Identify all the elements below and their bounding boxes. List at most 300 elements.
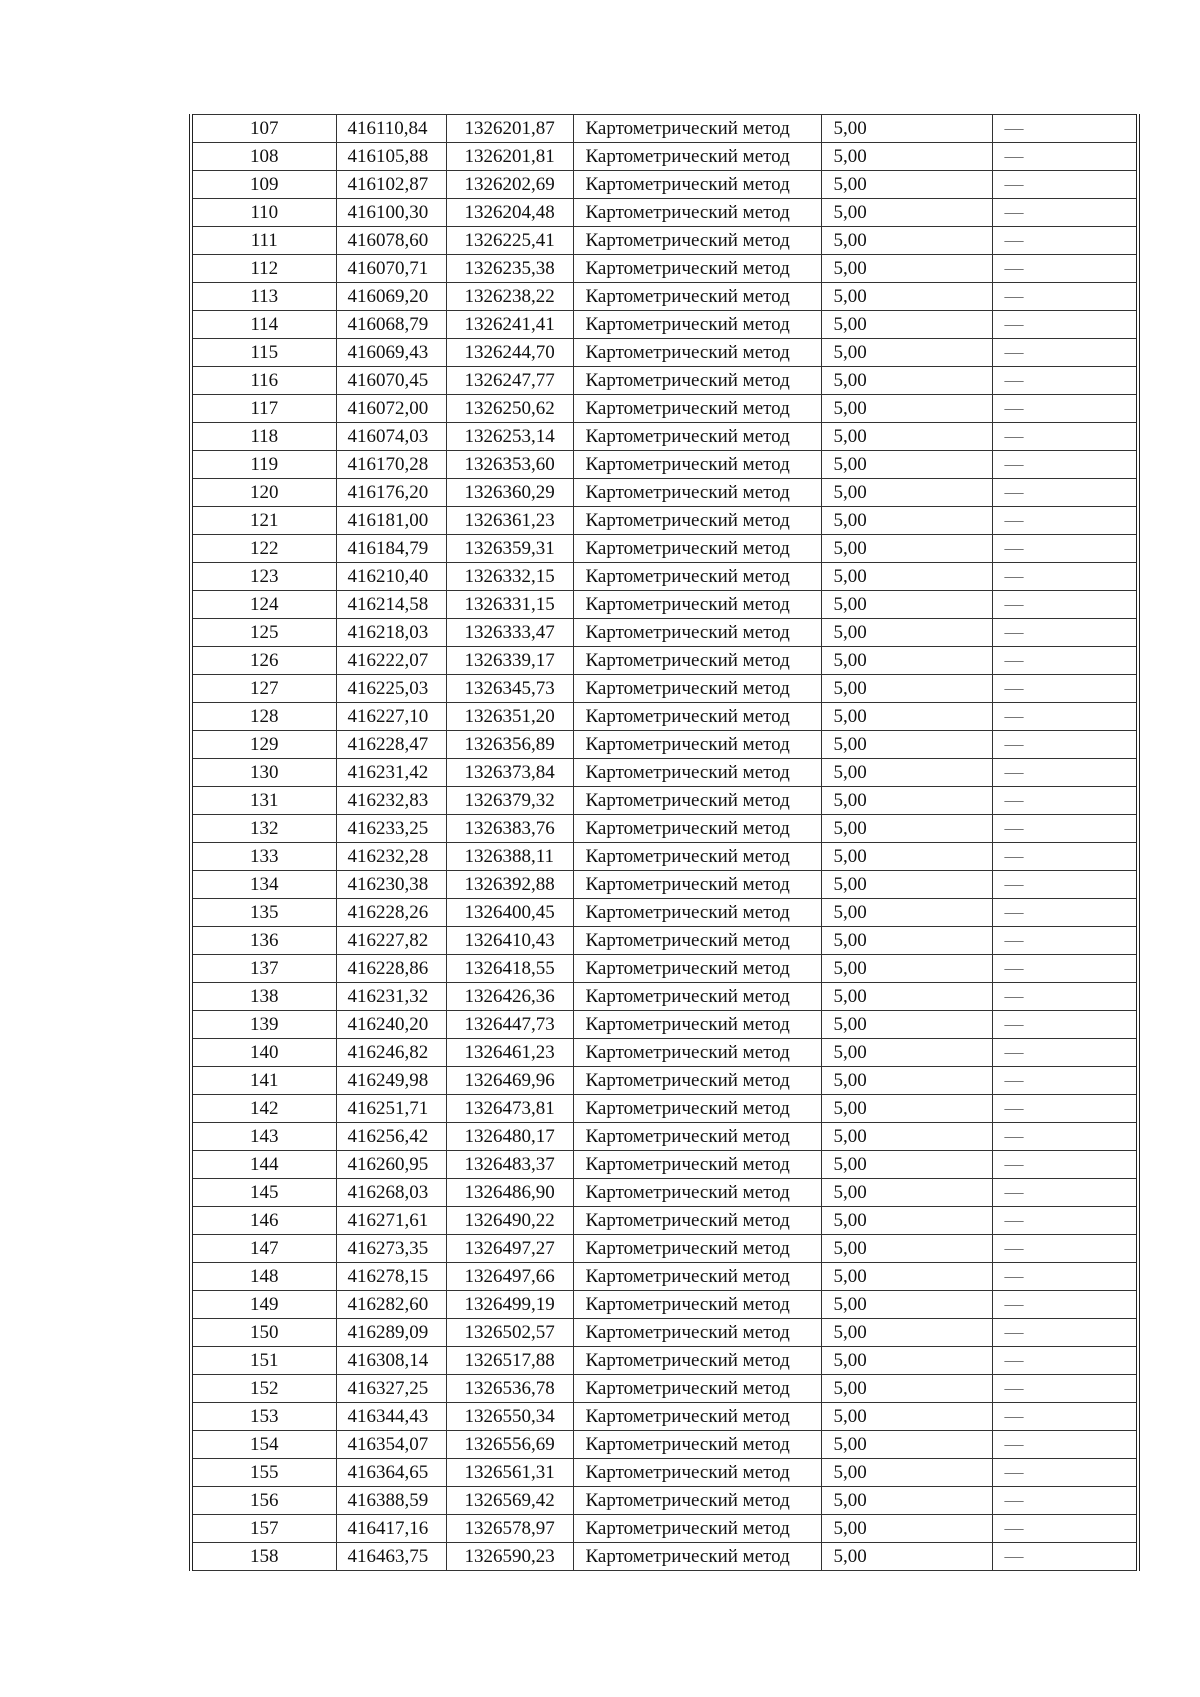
- method: Картометрический метод: [573, 143, 821, 171]
- accuracy-value: 5,00: [821, 843, 992, 871]
- note: —: [992, 1095, 1138, 1123]
- coordinate-x: 416170,28: [336, 451, 446, 479]
- table-row: [191, 143, 1138, 171]
- note: —: [992, 1263, 1138, 1291]
- table-row: [191, 1123, 1138, 1151]
- point-number: 152: [191, 1375, 336, 1403]
- method: Картометрический метод: [573, 1291, 821, 1319]
- point-number: 137: [191, 955, 336, 983]
- method: Картометрический метод: [573, 199, 821, 227]
- point-number: 126: [191, 647, 336, 675]
- coordinate-y: 1326353,60: [446, 451, 573, 479]
- point-number: 134: [191, 871, 336, 899]
- table-row: [191, 339, 1138, 367]
- method: Картометрический метод: [573, 255, 821, 283]
- note: —: [992, 787, 1138, 815]
- note: —: [992, 1291, 1138, 1319]
- coordinate-x: 416246,82: [336, 1039, 446, 1067]
- accuracy-value: 5,00: [821, 1459, 992, 1487]
- point-number: 108: [191, 143, 336, 171]
- method: Картометрический метод: [573, 115, 821, 143]
- table-row: [191, 647, 1138, 675]
- note: —: [992, 423, 1138, 451]
- table-row: [191, 703, 1138, 731]
- note: —: [992, 255, 1138, 283]
- note: —: [992, 171, 1138, 199]
- point-number: 143: [191, 1123, 336, 1151]
- coordinate-y: 1326410,43: [446, 927, 573, 955]
- coordinate-x: 416069,20: [336, 283, 446, 311]
- accuracy-value: 5,00: [821, 1179, 992, 1207]
- accuracy-value: 5,00: [821, 1067, 992, 1095]
- accuracy-value: 5,00: [821, 1235, 992, 1263]
- table-row: [191, 1095, 1138, 1123]
- point-number: 122: [191, 535, 336, 563]
- coordinate-x: 416102,87: [336, 171, 446, 199]
- method: Картометрический метод: [573, 423, 821, 451]
- method: Картометрический метод: [573, 1151, 821, 1179]
- coordinate-y: 1326426,36: [446, 983, 573, 1011]
- point-number: 129: [191, 731, 336, 759]
- accuracy-value: 5,00: [821, 731, 992, 759]
- note: —: [992, 367, 1138, 395]
- accuracy-value: 5,00: [821, 1151, 992, 1179]
- coordinate-y: 1326241,41: [446, 311, 573, 339]
- coordinate-y: 1326201,81: [446, 143, 573, 171]
- table-row: [191, 479, 1138, 507]
- coordinate-y: 1326480,17: [446, 1123, 573, 1151]
- note: —: [992, 451, 1138, 479]
- method: Картометрический метод: [573, 1263, 821, 1291]
- point-number: 121: [191, 507, 336, 535]
- table-row: [191, 983, 1138, 1011]
- note: —: [992, 703, 1138, 731]
- point-number: 120: [191, 479, 336, 507]
- note: —: [992, 1123, 1138, 1151]
- method: Картометрический метод: [573, 339, 821, 367]
- table-row: [191, 1431, 1138, 1459]
- note: —: [992, 143, 1138, 171]
- table-row: [191, 591, 1138, 619]
- coordinate-x: 416100,30: [336, 199, 446, 227]
- point-number: 116: [191, 367, 336, 395]
- method: Картометрический метод: [573, 927, 821, 955]
- coordinate-x: 416110,84: [336, 115, 446, 143]
- method: Картометрический метод: [573, 311, 821, 339]
- note: —: [992, 619, 1138, 647]
- accuracy-value: 5,00: [821, 395, 992, 423]
- note: —: [992, 871, 1138, 899]
- accuracy-value: 5,00: [821, 1403, 992, 1431]
- table-row: [191, 395, 1138, 423]
- accuracy-value: 5,00: [821, 311, 992, 339]
- accuracy-value: 5,00: [821, 563, 992, 591]
- coordinate-x: 416240,20: [336, 1011, 446, 1039]
- coordinate-y: 1326360,29: [446, 479, 573, 507]
- table-row: [191, 367, 1138, 395]
- point-number: 140: [191, 1039, 336, 1067]
- coordinate-x: 416364,65: [336, 1459, 446, 1487]
- accuracy-value: 5,00: [821, 115, 992, 143]
- note: —: [992, 1375, 1138, 1403]
- table-row: [191, 759, 1138, 787]
- coordinate-y: 1326373,84: [446, 759, 573, 787]
- table-row: [191, 1403, 1138, 1431]
- coordinate-x: 416271,61: [336, 1207, 446, 1235]
- point-number: 148: [191, 1263, 336, 1291]
- method: Картометрический метод: [573, 647, 821, 675]
- table-row: [191, 1459, 1138, 1487]
- point-number: 149: [191, 1291, 336, 1319]
- accuracy-value: 5,00: [821, 983, 992, 1011]
- accuracy-value: 5,00: [821, 815, 992, 843]
- note: —: [992, 815, 1138, 843]
- accuracy-value: 5,00: [821, 591, 992, 619]
- table-row: [191, 1319, 1138, 1347]
- point-number: 130: [191, 759, 336, 787]
- point-number: 142: [191, 1095, 336, 1123]
- table-row: [191, 675, 1138, 703]
- coordinate-x: 416230,38: [336, 871, 446, 899]
- table-row: [191, 731, 1138, 759]
- method: Картометрический метод: [573, 731, 821, 759]
- table-row: [191, 899, 1138, 927]
- coordinate-y: 1326235,38: [446, 255, 573, 283]
- coordinate-x: 416273,35: [336, 1235, 446, 1263]
- method: Картометрический метод: [573, 871, 821, 899]
- coordinate-x: 416070,71: [336, 255, 446, 283]
- point-number: 153: [191, 1403, 336, 1431]
- method: Картометрический метод: [573, 759, 821, 787]
- method: Картометрический метод: [573, 787, 821, 815]
- coordinate-y: 1326590,23: [446, 1543, 573, 1571]
- accuracy-value: 5,00: [821, 927, 992, 955]
- note: —: [992, 1011, 1138, 1039]
- coordinate-y: 1326473,81: [446, 1095, 573, 1123]
- coordinate-y: 1326202,69: [446, 171, 573, 199]
- accuracy-value: 5,00: [821, 1095, 992, 1123]
- table-row: [191, 283, 1138, 311]
- table-row: [191, 955, 1138, 983]
- point-number: 128: [191, 703, 336, 731]
- table-row: [191, 927, 1138, 955]
- accuracy-value: 5,00: [821, 423, 992, 451]
- note: —: [992, 1403, 1138, 1431]
- accuracy-value: 5,00: [821, 1487, 992, 1515]
- note: —: [992, 955, 1138, 983]
- coordinate-x: 416074,03: [336, 423, 446, 451]
- table-row: [191, 1011, 1138, 1039]
- coordinate-x: 416231,32: [336, 983, 446, 1011]
- note: —: [992, 843, 1138, 871]
- method: Картометрический метод: [573, 1067, 821, 1095]
- coordinate-x: 416232,28: [336, 843, 446, 871]
- point-number: 118: [191, 423, 336, 451]
- accuracy-value: 5,00: [821, 1263, 992, 1291]
- note: —: [992, 115, 1138, 143]
- note: —: [992, 1459, 1138, 1487]
- point-number: 123: [191, 563, 336, 591]
- accuracy-value: 5,00: [821, 1011, 992, 1039]
- accuracy-value: 5,00: [821, 451, 992, 479]
- coordinate-y: 1326250,62: [446, 395, 573, 423]
- coordinate-x: 416218,03: [336, 619, 446, 647]
- note: —: [992, 227, 1138, 255]
- coordinate-y: 1326201,87: [446, 115, 573, 143]
- method: Картометрический метод: [573, 815, 821, 843]
- method: Картометрический метод: [573, 451, 821, 479]
- coordinate-x: 416282,60: [336, 1291, 446, 1319]
- accuracy-value: 5,00: [821, 1543, 992, 1571]
- coordinate-x: 416231,42: [336, 759, 446, 787]
- note: —: [992, 675, 1138, 703]
- table-row: [191, 199, 1138, 227]
- point-number: 107: [191, 115, 336, 143]
- coordinate-y: 1326561,31: [446, 1459, 573, 1487]
- point-number: 131: [191, 787, 336, 815]
- coordinate-y: 1326497,27: [446, 1235, 573, 1263]
- coordinates-table: [189, 114, 1140, 1571]
- accuracy-value: 5,00: [821, 171, 992, 199]
- coordinate-y: 1326379,32: [446, 787, 573, 815]
- accuracy-value: 5,00: [821, 1291, 992, 1319]
- table-row: [191, 1515, 1138, 1543]
- method: Картометрический метод: [573, 1515, 821, 1543]
- point-number: 157: [191, 1515, 336, 1543]
- coordinate-x: 416256,42: [336, 1123, 446, 1151]
- accuracy-value: 5,00: [821, 647, 992, 675]
- note: —: [992, 1151, 1138, 1179]
- note: —: [992, 1039, 1138, 1067]
- note: —: [992, 535, 1138, 563]
- accuracy-value: 5,00: [821, 675, 992, 703]
- accuracy-value: 5,00: [821, 899, 992, 927]
- coordinate-y: 1326333,47: [446, 619, 573, 647]
- coordinate-x: 416249,98: [336, 1067, 446, 1095]
- note: —: [992, 199, 1138, 227]
- coordinate-x: 416344,43: [336, 1403, 446, 1431]
- coordinate-x: 416176,20: [336, 479, 446, 507]
- coordinate-y: 1326225,41: [446, 227, 573, 255]
- table-row: [191, 1067, 1138, 1095]
- method: Картометрический метод: [573, 843, 821, 871]
- table-row: [191, 507, 1138, 535]
- coordinate-x: 416069,43: [336, 339, 446, 367]
- accuracy-value: 5,00: [821, 1347, 992, 1375]
- accuracy-value: 5,00: [821, 871, 992, 899]
- coordinate-x: 416268,03: [336, 1179, 446, 1207]
- accuracy-value: 5,00: [821, 1207, 992, 1235]
- accuracy-value: 5,00: [821, 1431, 992, 1459]
- table-row: [191, 815, 1138, 843]
- note: —: [992, 395, 1138, 423]
- point-number: 146: [191, 1207, 336, 1235]
- point-number: 117: [191, 395, 336, 423]
- coordinate-x: 416327,25: [336, 1375, 446, 1403]
- method: Картометрический метод: [573, 955, 821, 983]
- accuracy-value: 5,00: [821, 955, 992, 983]
- coordinate-x: 416289,09: [336, 1319, 446, 1347]
- point-number: 150: [191, 1319, 336, 1347]
- coordinate-y: 1326578,97: [446, 1515, 573, 1543]
- coordinate-x: 416278,15: [336, 1263, 446, 1291]
- method: Картометрический метод: [573, 535, 821, 563]
- point-number: 144: [191, 1151, 336, 1179]
- table-row: [191, 171, 1138, 199]
- table-row: [191, 255, 1138, 283]
- coordinate-y: 1326238,22: [446, 283, 573, 311]
- point-number: 112: [191, 255, 336, 283]
- point-number: 147: [191, 1235, 336, 1263]
- coordinate-x: 416388,59: [336, 1487, 446, 1515]
- coordinate-y: 1326351,20: [446, 703, 573, 731]
- method: Картометрический метод: [573, 1235, 821, 1263]
- coordinate-y: 1326499,19: [446, 1291, 573, 1319]
- method: Картометрический метод: [573, 479, 821, 507]
- note: —: [992, 1067, 1138, 1095]
- point-number: 127: [191, 675, 336, 703]
- table-row: [191, 1487, 1138, 1515]
- coordinate-x: 416214,58: [336, 591, 446, 619]
- point-number: 158: [191, 1543, 336, 1571]
- method: Картометрический метод: [573, 395, 821, 423]
- note: —: [992, 563, 1138, 591]
- method: Картометрический метод: [573, 563, 821, 591]
- accuracy-value: 5,00: [821, 703, 992, 731]
- coordinate-x: 416228,26: [336, 899, 446, 927]
- accuracy-value: 5,00: [821, 339, 992, 367]
- coordinate-y: 1326569,42: [446, 1487, 573, 1515]
- table-row: [191, 1291, 1138, 1319]
- table-row: [191, 1207, 1138, 1235]
- coordinate-x: 416222,07: [336, 647, 446, 675]
- note: —: [992, 1487, 1138, 1515]
- accuracy-value: 5,00: [821, 507, 992, 535]
- accuracy-value: 5,00: [821, 787, 992, 815]
- coordinate-y: 1326204,48: [446, 199, 573, 227]
- coordinate-x: 416260,95: [336, 1151, 446, 1179]
- method: Картометрический метод: [573, 1375, 821, 1403]
- table-body: [191, 115, 1138, 1571]
- note: —: [992, 1319, 1138, 1347]
- coordinate-x: 416072,00: [336, 395, 446, 423]
- method: Картометрический метод: [573, 591, 821, 619]
- table-row: [191, 227, 1138, 255]
- table-row: [191, 535, 1138, 563]
- table-row: [191, 843, 1138, 871]
- note: —: [992, 479, 1138, 507]
- coordinate-y: 1326359,31: [446, 535, 573, 563]
- coordinate-y: 1326331,15: [446, 591, 573, 619]
- accuracy-value: 5,00: [821, 1123, 992, 1151]
- note: —: [992, 1179, 1138, 1207]
- coordinate-y: 1326486,90: [446, 1179, 573, 1207]
- table-row: [191, 871, 1138, 899]
- accuracy-value: 5,00: [821, 1319, 992, 1347]
- coordinate-y: 1326483,37: [446, 1151, 573, 1179]
- point-number: 113: [191, 283, 336, 311]
- table-row: [191, 1039, 1138, 1067]
- coordinate-x: 416308,14: [336, 1347, 446, 1375]
- coordinate-y: 1326339,17: [446, 647, 573, 675]
- point-number: 110: [191, 199, 336, 227]
- coordinate-y: 1326244,70: [446, 339, 573, 367]
- table-row: [191, 787, 1138, 815]
- note: —: [992, 339, 1138, 367]
- note: —: [992, 731, 1138, 759]
- point-number: 155: [191, 1459, 336, 1487]
- note: —: [992, 647, 1138, 675]
- method: Картометрический метод: [573, 283, 821, 311]
- table-row: [191, 1263, 1138, 1291]
- accuracy-value: 5,00: [821, 143, 992, 171]
- table-row: [191, 115, 1138, 143]
- point-number: 124: [191, 591, 336, 619]
- coordinate-y: 1326392,88: [446, 871, 573, 899]
- table-row: [191, 1347, 1138, 1375]
- method: Картометрический метод: [573, 1347, 821, 1375]
- note: —: [992, 1515, 1138, 1543]
- coordinate-y: 1326497,66: [446, 1263, 573, 1291]
- point-number: 115: [191, 339, 336, 367]
- coordinate-x: 416354,07: [336, 1431, 446, 1459]
- coordinate-x: 416184,79: [336, 535, 446, 563]
- table-row: [191, 563, 1138, 591]
- accuracy-value: 5,00: [821, 367, 992, 395]
- table-row: [191, 1179, 1138, 1207]
- coordinate-y: 1326253,14: [446, 423, 573, 451]
- method: Картометрический метод: [573, 1011, 821, 1039]
- note: —: [992, 983, 1138, 1011]
- accuracy-value: 5,00: [821, 255, 992, 283]
- note: —: [992, 1543, 1138, 1571]
- coordinate-x: 416068,79: [336, 311, 446, 339]
- coordinate-y: 1326536,78: [446, 1375, 573, 1403]
- coordinate-x: 416417,16: [336, 1515, 446, 1543]
- coordinate-y: 1326469,96: [446, 1067, 573, 1095]
- accuracy-value: 5,00: [821, 199, 992, 227]
- coordinate-x: 416225,03: [336, 675, 446, 703]
- coordinate-y: 1326418,55: [446, 955, 573, 983]
- note: —: [992, 1207, 1138, 1235]
- point-number: 111: [191, 227, 336, 255]
- coordinate-x: 416078,60: [336, 227, 446, 255]
- table-row: [191, 423, 1138, 451]
- point-number: 151: [191, 1347, 336, 1375]
- point-number: 119: [191, 451, 336, 479]
- method: Картометрический метод: [573, 899, 821, 927]
- coordinate-x: 416105,88: [336, 143, 446, 171]
- coordinate-y: 1326247,77: [446, 367, 573, 395]
- note: —: [992, 899, 1138, 927]
- method: Картометрический метод: [573, 507, 821, 535]
- coordinate-y: 1326383,76: [446, 815, 573, 843]
- method: Картометрический метод: [573, 703, 821, 731]
- method: Картометрический метод: [573, 619, 821, 647]
- accuracy-value: 5,00: [821, 1039, 992, 1067]
- coordinate-y: 1326356,89: [446, 731, 573, 759]
- coordinate-y: 1326517,88: [446, 1347, 573, 1375]
- accuracy-value: 5,00: [821, 283, 992, 311]
- method: Картометрический метод: [573, 1543, 821, 1571]
- method: Картометрический метод: [573, 1459, 821, 1487]
- coordinate-y: 1326400,45: [446, 899, 573, 927]
- point-number: 109: [191, 171, 336, 199]
- table-row: [191, 451, 1138, 479]
- coordinate-y: 1326361,23: [446, 507, 573, 535]
- accuracy-value: 5,00: [821, 1515, 992, 1543]
- table-row: [191, 311, 1138, 339]
